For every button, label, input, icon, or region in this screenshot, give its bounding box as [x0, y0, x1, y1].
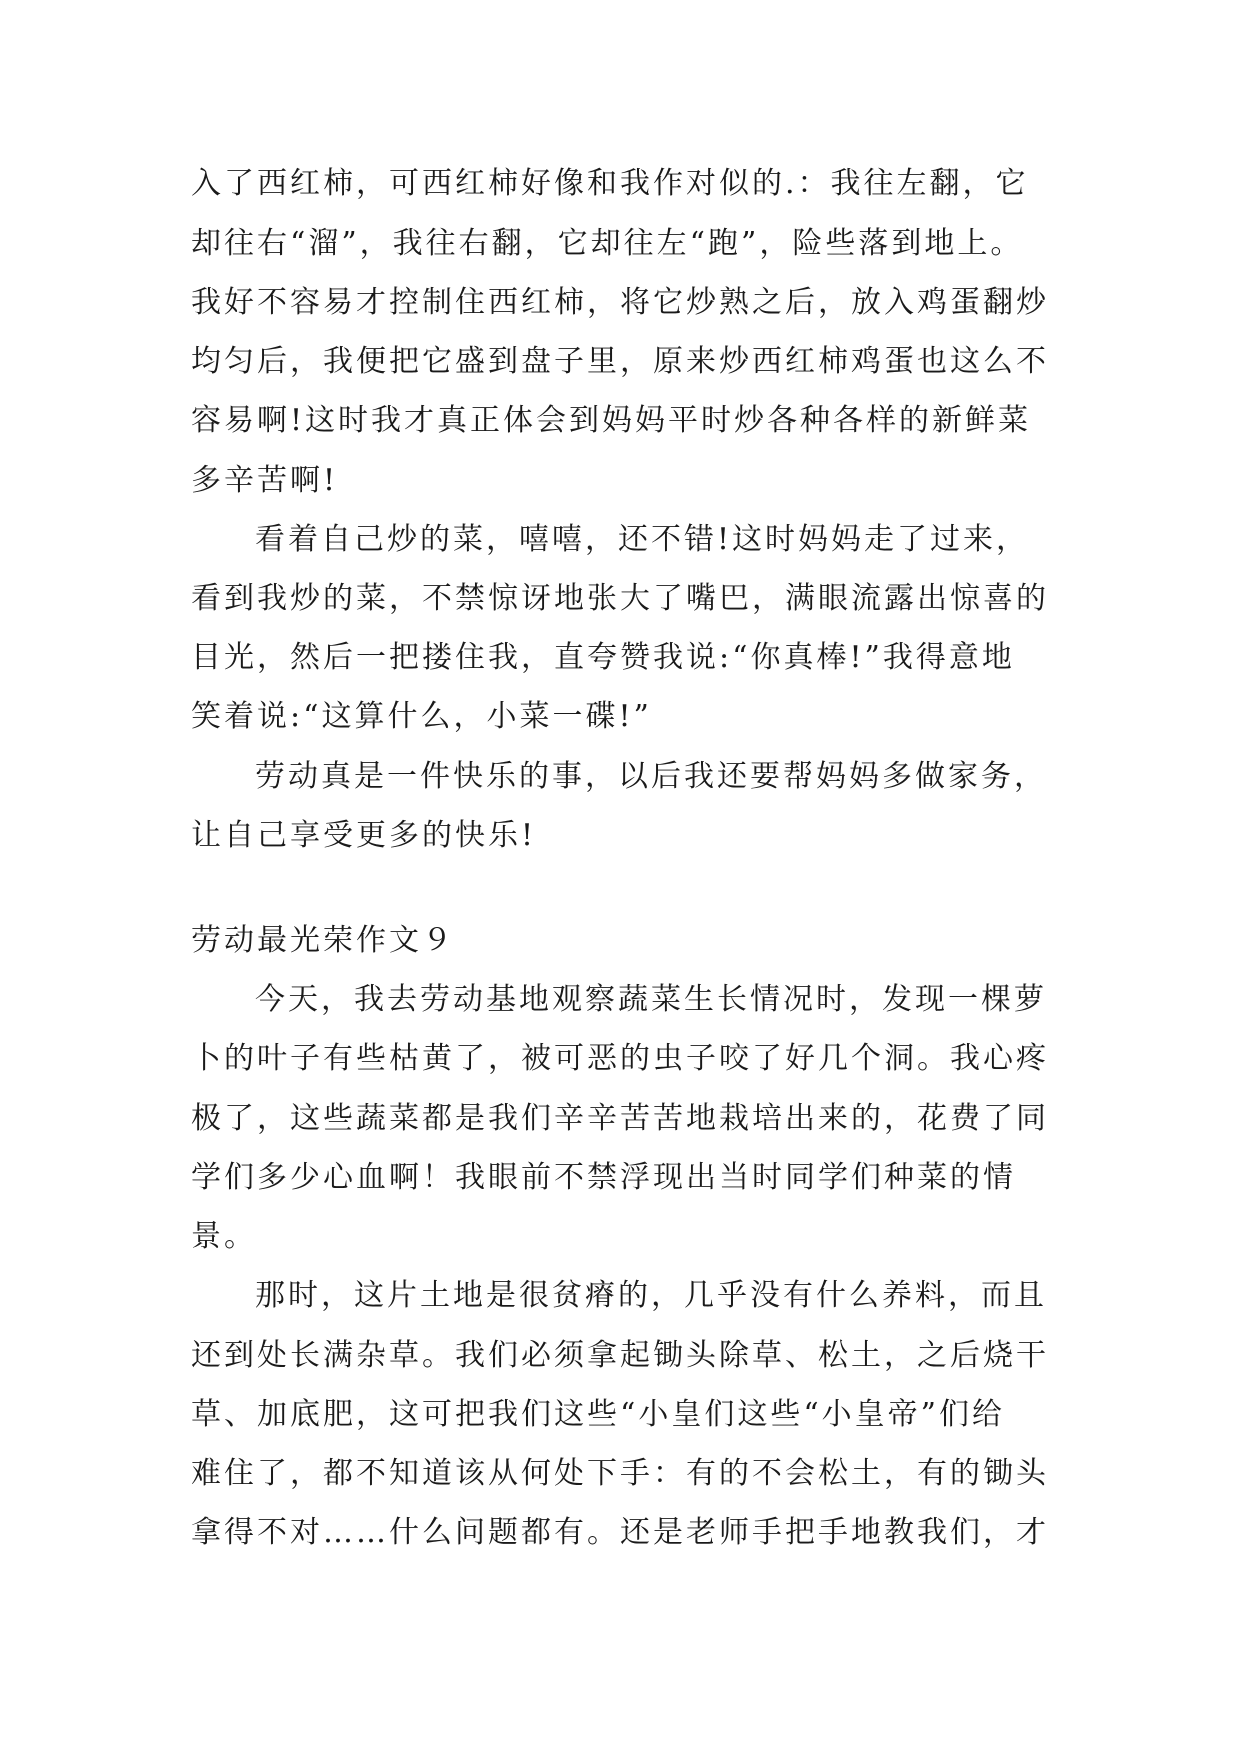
text-line: 看到我炒的菜，不禁惊讶地张大了嘴巴，满眼流露出惊喜的	[191, 581, 1049, 616]
text-line: 我好不容易才控制住西红柿，将它炒熟之后，放入鸡蛋翻炒	[191, 285, 1049, 320]
text-line: 卜的叶子有些枯黄了，被可恶的虫子咬了好几个洞。我心疼	[191, 1041, 1049, 1076]
text-line: 笑着说:“这算什么，小菜一碟!”	[191, 699, 652, 734]
paragraph-first-line: 那时，这片土地是很贫瘠的，几乎没有什么养料，而且	[255, 1278, 1047, 1313]
text-line: 景。	[191, 1219, 257, 1254]
text-line: 容易啊!这时我才真正体会到妈妈平时炒各种各样的新鲜菜	[191, 403, 1032, 438]
text-line: 草、加底肥，这可把我们这些“小皇们这些“小皇帝”们给	[191, 1397, 1006, 1432]
text-line: 还到处长满杂草。我们必须拿起锄头除草、松土，之后烧干	[191, 1338, 1049, 1373]
text-line: 却往右“溜”，我往右翻，它却往左“跑”，险些落到地上。	[191, 226, 1024, 261]
section-title: 劳动最光荣作文９	[191, 923, 455, 958]
text-line: 目光，然后一把搂住我，直夸赞我说:“你真棒!”我得意地	[191, 640, 1015, 675]
text-line: 学们多少心血啊！我眼前不禁浮现出当时同学们种菜的情	[191, 1160, 1016, 1195]
text-line: 极了，这些蔬菜都是我们辛辛苦苦地栽培出来的，花费了同	[191, 1101, 1049, 1136]
text-line: 拿得不对……什么问题都有。还是老师手把手地教我们，才	[191, 1515, 1049, 1550]
paragraph-first-line: 看着自己炒的菜，嘻嘻，还不错!这时妈妈走了过来，	[255, 522, 1030, 557]
text-line: 均匀后，我便把它盛到盘子里，原来炒西红柿鸡蛋也这么不	[191, 344, 1049, 379]
paragraph-first-line: 劳动真是一件快乐的事，以后我还要帮妈妈多做家务，	[255, 759, 1047, 794]
text-line: 难住了，都不知道该从何处下手：有的不会松土，有的锄头	[191, 1456, 1049, 1491]
text-line: 多辛苦啊!	[191, 463, 339, 498]
text-line: 入了西红柿，可西红柿好像和我作对似的.：我往左翻，它	[191, 166, 1029, 201]
paragraph-first-line: 今天，我去劳动基地观察蔬菜生长情况时，发现一棵萝	[255, 982, 1047, 1017]
text-line: 让自己享受更多的快乐!	[191, 818, 537, 853]
